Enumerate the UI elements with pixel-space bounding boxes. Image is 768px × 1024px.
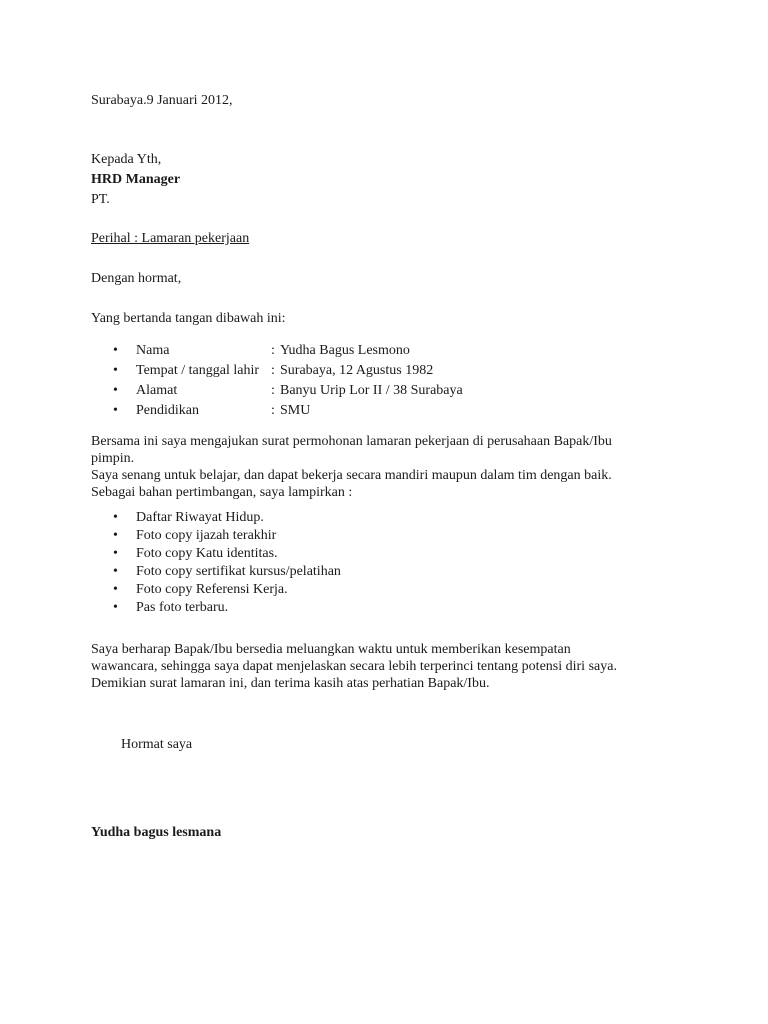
bullet-icon: • [113,582,118,597]
identity-label: Pendidikan [136,403,199,418]
attachment-item [91,581,341,599]
attachment-label: Foto copy Referensi Kerja. [136,582,288,597]
identity-label: Alamat [136,383,178,398]
closing-line: Saya berharap Bapak/Ibu bersedia meluangkan waktu untuk memberikan kesempatan [91,642,571,657]
identity-value: Banyu Urip Lor II / 38 Surabaya [280,383,463,398]
identity-label: Nama [136,343,170,358]
bullet-icon: • [113,564,118,579]
body-line: Saya senang untuk belajar, dan dapat bekerja secara mandiri maupun dalam tim dengan baik. [91,468,612,483]
bullet-icon: • [113,383,118,398]
identity-separator: : [271,403,275,418]
body-line: pimpin. [91,451,135,466]
salutation: Dengan hormat, [91,271,182,286]
attachment-item [91,599,341,617]
place-date: Surabaya.9 Januari 2012, [91,93,233,108]
attachment-label: Pas foto terbaru. [136,600,229,615]
identity-label: Tempat / tanggal lahir [136,363,260,378]
subject-line: Perihal : Lamaran pekerjaan [91,231,250,246]
identity-value: Yudha Bagus Lesmono [280,343,410,358]
closing-line: wawancara, sehingga saya dapat menjelaskan secara lebih terperinci tentang potensi diri saya. [91,659,617,674]
attachment-item [91,527,341,545]
identity-value: Surabaya, 12 Agustus 1982 [280,363,434,378]
attachment-label: Daftar Riwayat Hidup. [136,510,264,525]
identity-value: SMU [280,403,311,418]
bullet-icon: • [113,343,118,358]
attachment-list [91,509,341,617]
regards: Hormat saya [121,737,193,752]
body-line: Bersama ini saya mengajukan surat permohonan lamaran pekerjaan di perusahaan Bapak/Ibu [91,434,612,449]
identity-separator: : [271,343,275,358]
identity-row-birth [91,361,463,381]
attachment-label: Foto copy Katu identitas. [136,546,278,561]
intro-line: Yang bertanda tangan dibawah ini: [91,311,286,326]
bullet-icon: • [113,403,118,418]
bullet-icon: • [113,600,118,615]
identity-row-address [91,381,463,401]
closing-line: Demikian surat lamaran ini, dan terima kasih atas perhatian Bapak/Ibu. [91,676,490,691]
identity-row-education [91,401,463,421]
body-line: Sebagai bahan pertimbangan, saya lampirkan : [91,485,353,500]
identity-separator: : [271,363,275,378]
body-paragraph [91,433,691,501]
recipient-company: PT. [91,192,110,207]
signature-name: Yudha bagus lesmana [91,825,222,840]
attachment-item [91,509,341,527]
bullet-icon: • [113,510,118,525]
closing-paragraph [91,641,691,692]
bullet-icon: • [113,528,118,543]
identity-list [91,341,463,421]
attachment-item [91,563,341,581]
recipient-greeting: Kepada Yth, [91,152,162,167]
identity-row-name [91,341,463,361]
attachment-label: Foto copy ijazah terakhir [136,528,277,543]
bullet-icon: • [113,363,118,378]
bullet-icon: • [113,546,118,561]
attachment-label: Foto copy sertifikat kursus/pelatihan [136,564,341,579]
identity-separator: : [271,383,275,398]
attachment-item [91,545,341,563]
recipient-title: HRD Manager [91,172,181,187]
